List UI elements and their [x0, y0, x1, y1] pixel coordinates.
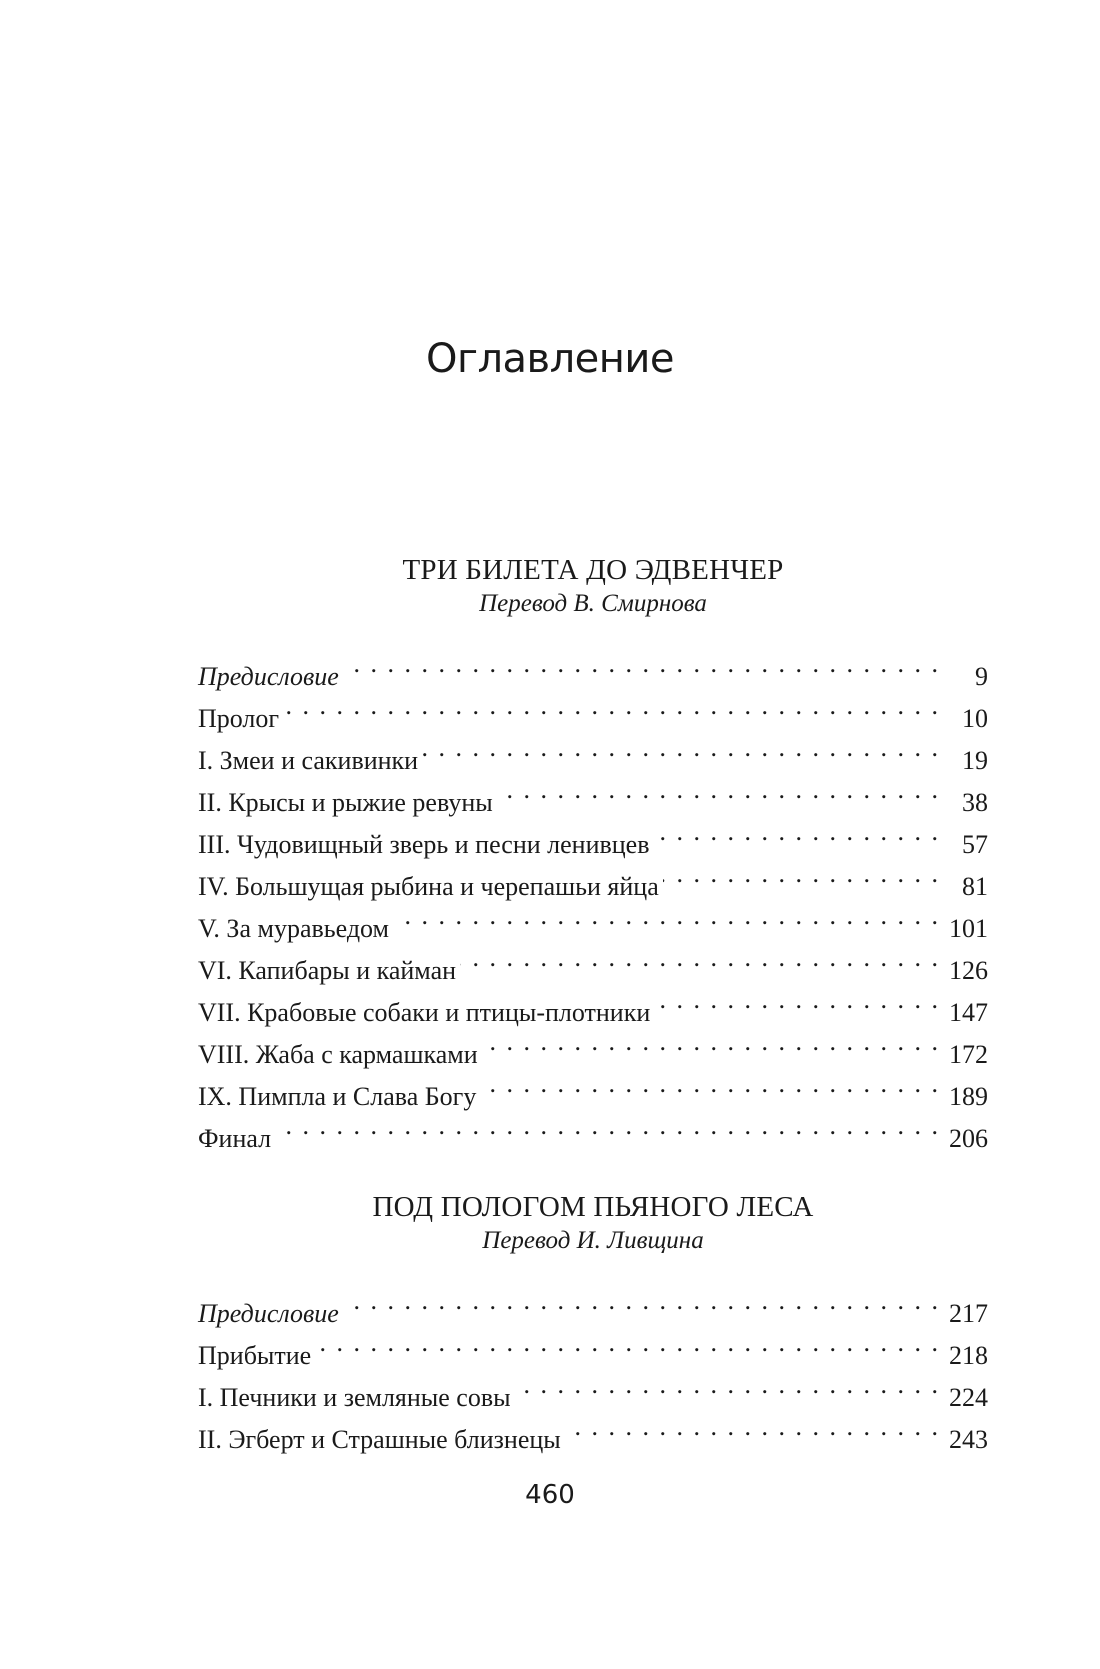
toc-entry-title: VIII. Жаба с кармашками — [198, 1040, 478, 1069]
dot-leader — [654, 811, 941, 853]
dot-leader — [422, 727, 940, 769]
dot-leader — [275, 1105, 940, 1147]
toc-entry-title: VI. Капибары и кайман — [198, 956, 457, 985]
section-heading: ПОД ПОЛОГОМ ПЬЯНОГО ЛЕСА — [372, 1191, 814, 1223]
toc-entry[interactable] — [198, 685, 988, 733]
dot-leader — [515, 1364, 940, 1406]
toc-entry-title: Финал — [198, 1124, 272, 1153]
toc-list — [198, 1280, 988, 1454]
toc-list — [198, 643, 988, 1153]
toc-entry-page: 172 — [949, 1040, 988, 1069]
toc-entry-title: Предисловие — [198, 1299, 339, 1328]
toc-entry-title: III. Чудовищный зверь и песни ленивцев — [198, 830, 650, 859]
page-number: 460 — [525, 1480, 575, 1510]
toc-entry-title: Пролог — [198, 704, 280, 733]
toc-entry-page: 101 — [949, 914, 988, 943]
toc-entry-title: IX. Пимпла и Слава Богу — [198, 1082, 477, 1111]
dot-leader — [343, 1280, 940, 1322]
section-translator: Перевод В. Смирнова — [479, 590, 707, 617]
dot-leader — [497, 769, 940, 811]
toc-entry-page: 38 — [962, 788, 988, 817]
dot-leader — [663, 853, 940, 895]
dot-leader — [283, 685, 940, 727]
dot-leader — [654, 979, 940, 1021]
toc-entry-title: V. За муравьедом — [198, 914, 390, 943]
toc-entry-title: I. Змеи и сакивинки — [198, 746, 419, 775]
toc-entry[interactable] — [198, 643, 988, 691]
toc-entry[interactable] — [198, 727, 988, 775]
dot-leader — [315, 1322, 940, 1364]
page-title: Оглавление — [425, 335, 675, 382]
toc-entry-page: 189 — [949, 1082, 988, 1111]
toc-entry-page: 81 — [962, 872, 988, 901]
toc-entry-page: 206 — [949, 1124, 988, 1153]
section-heading: ТРИ БИЛЕТА ДО ЭДВЕНЧЕР — [402, 554, 784, 586]
dot-leader — [480, 1063, 940, 1105]
toc-entry[interactable] — [198, 1105, 988, 1153]
toc-entry-title: VII. Крабовые собаки и птицы-плотники — [198, 998, 651, 1027]
section-translator: Перевод И. Ливщина — [482, 1227, 704, 1254]
dot-leader — [460, 937, 940, 979]
toc-entry-title: Прибытие — [198, 1341, 312, 1370]
toc-entry-page: 19 — [962, 746, 988, 775]
toc-entry-page: 224 — [949, 1383, 988, 1412]
toc-entry-page: 147 — [949, 998, 988, 1027]
toc-entry-page: 217 — [949, 1299, 988, 1328]
toc-entry-title: I. Печники и земляные совы — [198, 1383, 511, 1412]
toc-entry-page: 243 — [949, 1425, 988, 1454]
dot-leader — [343, 643, 940, 685]
toc-section — [198, 1190, 988, 1454]
toc-entry-title: Предисловие — [198, 662, 339, 691]
toc-entry[interactable] — [198, 1322, 988, 1370]
dot-leader — [565, 1406, 940, 1448]
toc-entry-page: 218 — [949, 1341, 988, 1370]
toc-entry-page: 126 — [949, 956, 988, 985]
toc-entry-title: II. Крысы и рыжие ревуны — [198, 788, 493, 817]
dot-leader — [482, 1021, 940, 1063]
toc-entry-page: 9 — [975, 662, 988, 691]
toc-entry-title: II. Эгберт и Страшные близнецы — [198, 1425, 561, 1454]
dot-leader — [393, 895, 940, 937]
toc-entry[interactable] — [198, 1280, 988, 1328]
toc-entry-page: 10 — [962, 704, 988, 733]
toc-entry-page: 57 — [962, 830, 988, 859]
toc-entry[interactable] — [198, 1364, 988, 1412]
toc-section — [198, 553, 988, 1153]
toc-entry-title: IV. Большущая рыбина и черепашьи яйца — [198, 872, 659, 901]
